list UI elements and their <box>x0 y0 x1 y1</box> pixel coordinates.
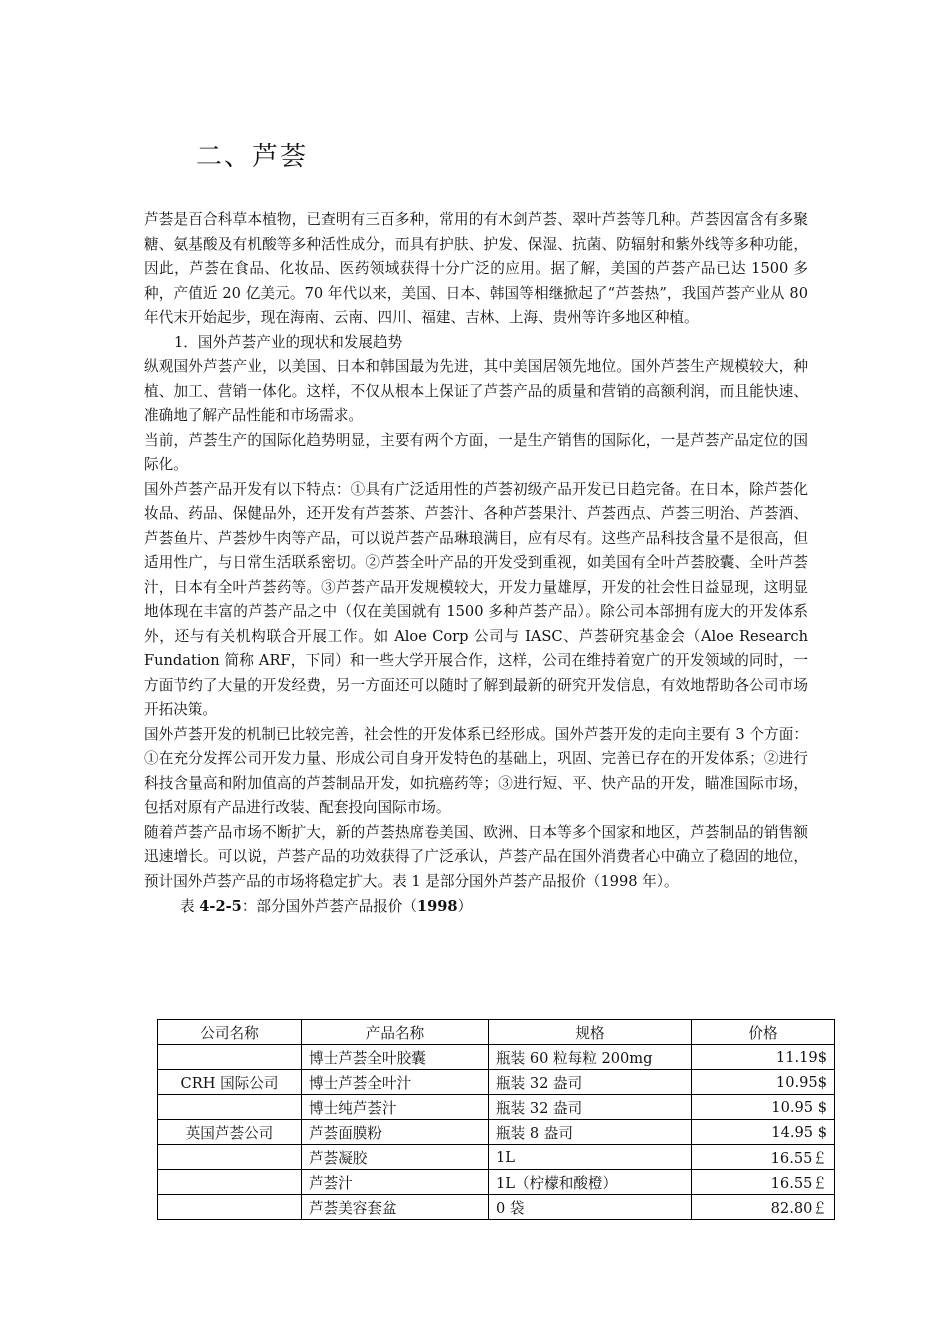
table-row <box>158 1120 835 1145</box>
table-row <box>158 1145 835 1170</box>
paragraph-mechanism: 国外芦荟开发的机制已比较完善，社会性的开发体系已经形成。国外芦荟开发的走向主要有 3 个方面：①在充分发挥公司开发力量、形成公司自身开发特色的基础上，巩固、完善已存在的开发体系；②进行科技含量高和附加值高的芦荟制品开发，如抗癌药等；③进行短、平、快产品的开发，瞄准国际市场，包括对原有产品进行改装、配套投向国际市场。 <box>144 725 808 816</box>
caption-text: ：部分国外芦荟产品报价（ <box>241 898 417 915</box>
header-product: 产品名称 <box>302 1020 489 1045</box>
cell-spec: 瓶装 8 盎司 <box>489 1120 692 1145</box>
cell-price: 16.55￡ <box>692 1145 835 1170</box>
body-text <box>144 208 808 919</box>
cell-product: 芦荟凝胶 <box>302 1145 489 1170</box>
caption-number: 4-2-5 <box>199 898 242 915</box>
paragraph-market: 随着芦荟产品市场不断扩大，新的芦荟热席卷美国、欧洲、日本等多个国家和地区，芦荟制品的销售额迅速增长。可以说，芦荟产品的功效获得了广泛承认，芦荟产品在国外消费者心中确立了稳固的地位，预计国外芦荟产品的市场将稳定扩大。表 1 是部分国外芦荟产品报价（1998 年）。 <box>144 823 808 890</box>
cell-spec: 瓶装 32 盎司 <box>489 1070 692 1095</box>
paragraph-features: 国外芦荟产品开发有以下特点：①具有广泛适用性的芦荟初级产品开发已日趋完备。在日本，除芦荟化妆品、药品、保健品外，还开发有芦荟茶、芦荟汁、各种芦荟果汁、芦荟西点、芦荟三明治、芦荟酒、芦荟鱼片、芦荟炒牛肉等产品，可以说芦荟产品琳琅满目，应有尽有。这些产品科技含量不是很高，但适用性广，与日常生活联系密切。②芦荟全叶产品的开发受到重视，如美国有全叶芦荟胶囊、全叶芦荟汁，日本有全叶芦荟药等。③芦荟产品开发规模较大，开发力量雄厚，开发的社会性日益显现，这明显地体现在丰富的芦荟产品之中（仅在美国就有 1500 多种芦荟产品）。除公司本部拥有庞大的开发体系外，还与有关机构联合开展工作。如 Aloe Corp 公司与 IASC、芦荟研究基金会（Aloe Research Fundation 简称 ARF，下同）和一些大学开展合作，这样，公司在维持着宽广的开发领域的同时，一方面节约了大量的开发经费，另一方面还可以随时了解到最新的研究开发信息，有效地帮助各公司市场开拓决策。 <box>144 480 808 718</box>
caption-suffix: ） <box>457 898 473 915</box>
caption-year: 1998 <box>416 898 458 915</box>
cell-price: 16.55￡ <box>692 1170 835 1195</box>
table-header-row <box>158 1020 835 1045</box>
section-heading: 二、芦荟 <box>196 142 309 172</box>
cell-spec: 1L（柠檬和酸橙） <box>489 1170 692 1195</box>
header-spec: 规格 <box>489 1020 692 1045</box>
table-caption <box>144 895 808 919</box>
cell-spec: 1L <box>489 1145 692 1170</box>
cell-product: 博士芦荟全叶汁 <box>302 1070 489 1095</box>
paragraph-trend: 当前，芦荟生产的国际化趋势明显，主要有两个方面，一是生产销售的国际化，一是芦荟产品定位的国际化。 <box>144 431 808 473</box>
cell-product: 博士芦荟全叶胶囊 <box>302 1045 489 1070</box>
paragraph-overview: 纵观国外芦荟产业，以美国、日本和韩国最为先进，其中美国居领先地位。国外芦荟生产规模较大，种植、加工、营销一体化。这样，不仅从根本上保证了芦荟产品的质量和营销的高额利润，而且能快速、准确地了解产品性能和市场需求。 <box>144 358 808 424</box>
cell-spec: 瓶装 60 粒每粒 200mg <box>489 1045 692 1070</box>
cell-company: CRH 国际公司 <box>158 1070 302 1095</box>
table-row <box>158 1045 835 1070</box>
cell-company <box>158 1195 302 1220</box>
table-row <box>158 1095 835 1120</box>
cell-company: 英国芦荟公司 <box>158 1120 302 1145</box>
price-table <box>157 1019 835 1220</box>
cell-price: 82.80￡ <box>692 1195 835 1220</box>
cell-spec: 0 袋 <box>489 1195 692 1220</box>
table-row <box>158 1070 835 1095</box>
paragraph-intro: 芦荟是百合科草本植物，已查明有三百多种，常用的有木剑芦荟、翠叶芦荟等几种。芦荟因富含有多聚糖、氨基酸及有机酸等多种活性成分，而具有护肤、护发、保湿、抗菌、防辐射和紫外线等多种功能，因此，芦荟在食品、化妆品、医药领域获得十分广泛的应用。据了解，美国的芦荟产品已达 1500 多种，产值近 20 亿美元。70 年代以来，美国、日本、韩国等相继掀起了“芦荟热”，我国芦荟产业从 80 年代末开始起步，现在海南、云南、四川、福建、吉林、上海、贵州等许多地区种植。 <box>144 211 808 326</box>
cell-spec: 瓶装 32 盎司 <box>489 1095 692 1120</box>
cell-product: 博士纯芦荟汁 <box>302 1095 489 1120</box>
cell-product: 芦荟美容套盆 <box>302 1195 489 1220</box>
cell-product: 芦荟面膜粉 <box>302 1120 489 1145</box>
subsection-heading: 1．国外芦荟产业的现状和发展趋势 <box>174 333 403 351</box>
cell-price: 11.19$ <box>692 1045 835 1070</box>
cell-price: 14.95 $ <box>692 1120 835 1145</box>
table-row <box>158 1195 835 1220</box>
cell-company <box>158 1045 302 1070</box>
cell-price: 10.95$ <box>692 1070 835 1095</box>
header-price: 价格 <box>692 1020 835 1045</box>
table-row <box>158 1170 835 1195</box>
cell-company <box>158 1145 302 1170</box>
cell-product: 芦荟汁 <box>302 1170 489 1195</box>
cell-company <box>158 1170 302 1195</box>
cell-price: 10.95 $ <box>692 1095 835 1120</box>
caption-prefix: 表 <box>180 898 200 915</box>
cell-company <box>158 1095 302 1120</box>
header-company: 公司名称 <box>158 1020 302 1045</box>
